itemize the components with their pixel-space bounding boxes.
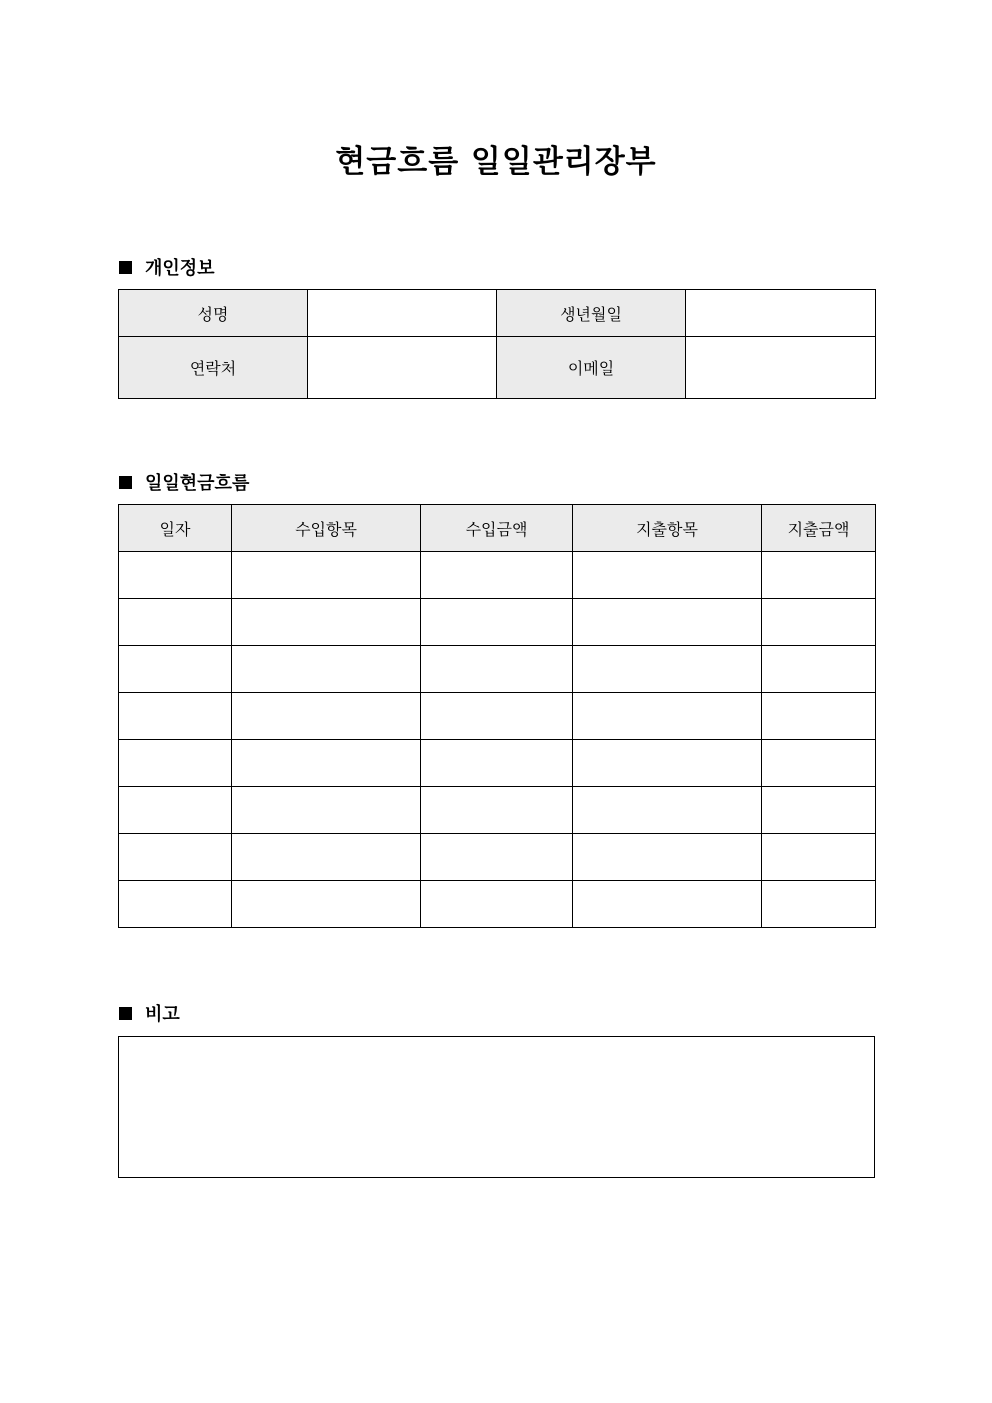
- date-cell[interactable]: [119, 740, 232, 787]
- section-cashflow-heading: [119, 469, 249, 495]
- expense-item-cell[interactable]: [573, 881, 762, 928]
- col-income-item-header: 수입항목: [232, 505, 421, 552]
- date-cell[interactable]: [119, 552, 232, 599]
- expense-item-cell[interactable]: [573, 646, 762, 693]
- income-amount-cell[interactable]: [421, 740, 573, 787]
- col-income-amount-header: 수입금액: [421, 505, 573, 552]
- expense-amount-cell[interactable]: [762, 740, 876, 787]
- square-bullet-icon: [119, 261, 132, 274]
- table-row: [119, 693, 876, 740]
- date-cell[interactable]: [119, 599, 232, 646]
- table-row: [119, 740, 876, 787]
- income-amount-cell[interactable]: [421, 599, 573, 646]
- expense-item-cell[interactable]: [573, 693, 762, 740]
- birth-field[interactable]: [686, 290, 876, 337]
- income-amount-cell[interactable]: [421, 552, 573, 599]
- expense-item-cell[interactable]: [573, 787, 762, 834]
- income-item-cell[interactable]: [232, 740, 421, 787]
- name-field[interactable]: [308, 290, 497, 337]
- page-title: 현금흐름 일일관리장부: [335, 144, 657, 180]
- contact-label: 연락처: [119, 337, 308, 399]
- section-remarks-heading: [119, 1000, 180, 1026]
- expense-item-cell[interactable]: [573, 740, 762, 787]
- table-row: [119, 599, 876, 646]
- income-item-cell[interactable]: [232, 834, 421, 881]
- expense-item-cell[interactable]: [573, 599, 762, 646]
- section-personal-label: 개인정보: [145, 258, 215, 279]
- section-cashflow-label: 일일현금흐름: [145, 473, 250, 494]
- email-label: 이메일: [497, 337, 686, 399]
- expense-item-cell[interactable]: [573, 552, 762, 599]
- table-row: [119, 881, 876, 928]
- income-item-cell[interactable]: [232, 646, 421, 693]
- income-item-cell[interactable]: [232, 881, 421, 928]
- birth-label: 생년월일: [497, 290, 686, 337]
- expense-amount-cell[interactable]: [762, 787, 876, 834]
- cashflow-table: [118, 504, 876, 928]
- remarks-field[interactable]: [118, 1036, 875, 1178]
- income-item-cell[interactable]: [232, 599, 421, 646]
- date-cell[interactable]: [119, 787, 232, 834]
- table-row: [119, 834, 876, 881]
- income-amount-cell[interactable]: [421, 693, 573, 740]
- square-bullet-icon: [119, 476, 132, 489]
- col-date-header: 일자: [119, 505, 232, 552]
- personal-info-table: [118, 289, 876, 399]
- expense-amount-cell[interactable]: [762, 552, 876, 599]
- income-amount-cell[interactable]: [421, 834, 573, 881]
- income-amount-cell[interactable]: [421, 646, 573, 693]
- date-cell[interactable]: [119, 881, 232, 928]
- col-expense-amount-header: 지출금액: [762, 505, 876, 552]
- expense-amount-cell[interactable]: [762, 881, 876, 928]
- expense-amount-cell[interactable]: [762, 834, 876, 881]
- income-amount-cell[interactable]: [421, 787, 573, 834]
- table-row: [119, 646, 876, 693]
- square-bullet-icon: [119, 1007, 132, 1020]
- expense-item-cell[interactable]: [573, 834, 762, 881]
- col-expense-item-header: 지출항목: [573, 505, 762, 552]
- table-row: [119, 787, 876, 834]
- name-label: 성명: [119, 290, 308, 337]
- expense-amount-cell[interactable]: [762, 693, 876, 740]
- expense-amount-cell[interactable]: [762, 599, 876, 646]
- income-item-cell[interactable]: [232, 552, 421, 599]
- income-amount-cell[interactable]: [421, 881, 573, 928]
- section-remarks-label: 비고: [145, 1004, 180, 1025]
- email-field[interactable]: [686, 337, 876, 399]
- date-cell[interactable]: [119, 693, 232, 740]
- date-cell[interactable]: [119, 646, 232, 693]
- contact-field[interactable]: [308, 337, 497, 399]
- table-row: [119, 552, 876, 599]
- section-personal-heading: [119, 254, 215, 280]
- expense-amount-cell[interactable]: [762, 646, 876, 693]
- income-item-cell[interactable]: [232, 787, 421, 834]
- date-cell[interactable]: [119, 834, 232, 881]
- income-item-cell[interactable]: [232, 693, 421, 740]
- cashflow-header-row: [119, 505, 876, 552]
